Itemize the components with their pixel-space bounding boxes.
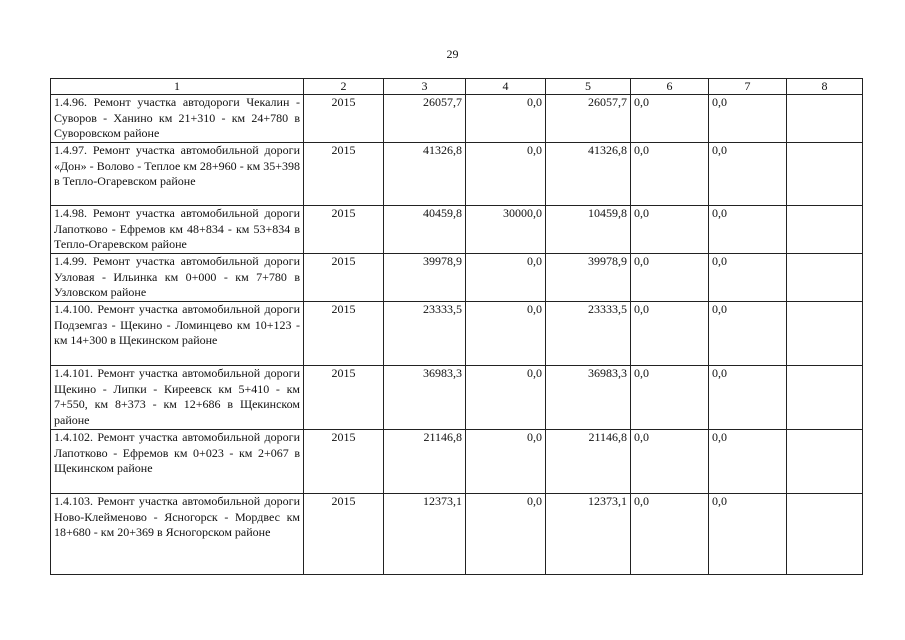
row-col4: 0,0 — [466, 366, 546, 430]
row-col6: 0,0 — [631, 143, 709, 206]
row-year: 2015 — [304, 143, 384, 206]
row-col8 — [787, 95, 863, 143]
row-col5: 10459,8 — [546, 206, 631, 254]
row-col4: 0,0 — [466, 302, 546, 366]
row-col6: 0,0 — [631, 254, 709, 302]
row-col4: 0,0 — [466, 494, 546, 575]
header-cell: 1 — [51, 79, 304, 95]
row-col5: 36983,3 — [546, 366, 631, 430]
row-col7: 0,0 — [709, 95, 787, 143]
row-col8 — [787, 143, 863, 206]
row-col4: 0,0 — [466, 143, 546, 206]
row-col6: 0,0 — [631, 95, 709, 143]
row-total: 40459,8 — [384, 206, 466, 254]
header-cell: 8 — [787, 79, 863, 95]
row-col5: 39978,9 — [546, 254, 631, 302]
row-total: 39978,9 — [384, 254, 466, 302]
row-year: 2015 — [304, 95, 384, 143]
row-col4: 30000,0 — [466, 206, 546, 254]
row-col8 — [787, 254, 863, 302]
row-total: 26057,7 — [384, 95, 466, 143]
table-row — [51, 430, 863, 494]
row-description: 1.4.103. Ремонт участка автомобильной дороги Ново-Клейменово - Ясногорск - Мордвес км 18+680 - км 20+369 в Ясногорском районе — [51, 494, 304, 575]
row-col8 — [787, 430, 863, 494]
row-year: 2015 — [304, 366, 384, 430]
row-col8 — [787, 302, 863, 366]
row-col6: 0,0 — [631, 302, 709, 366]
row-description: 1.4.97. Ремонт участка автомобильной дороги «Дон» - Волово - Теплое км 28+960 - км 35+398 в Тепло-Огаревском районе — [51, 143, 304, 206]
row-col5: 21146,8 — [546, 430, 631, 494]
table-row — [51, 366, 863, 430]
row-col4: 0,0 — [466, 430, 546, 494]
row-description: 1.4.101. Ремонт участка автомобильной дороги Щекино - Липки - Киреевск км 5+410 - км 7+550, км 8+373 - км 12+686 в Щекинском районе — [51, 366, 304, 430]
row-year: 2015 — [304, 430, 384, 494]
header-cell: 4 — [466, 79, 546, 95]
budget-table — [50, 78, 863, 575]
row-col8 — [787, 494, 863, 575]
header-cell: 5 — [546, 79, 631, 95]
row-year: 2015 — [304, 254, 384, 302]
row-col7: 0,0 — [709, 302, 787, 366]
row-col8 — [787, 206, 863, 254]
row-year: 2015 — [304, 494, 384, 575]
row-col7: 0,0 — [709, 206, 787, 254]
row-description: 1.4.96. Ремонт участка автодороги Чекалин - Суворов - Ханино км 21+310 - км 24+780 в Суворовском районе — [51, 95, 304, 143]
row-total: 41326,8 — [384, 143, 466, 206]
row-col6: 0,0 — [631, 494, 709, 575]
header-cell: 7 — [709, 79, 787, 95]
header-cell: 3 — [384, 79, 466, 95]
table-header-row — [51, 79, 863, 95]
row-col5: 26057,7 — [546, 95, 631, 143]
row-description: 1.4.98. Ремонт участка автомобильной дороги Лапотково - Ефремов км 48+834 - км 53+834 в Тепло-Огаревском районе — [51, 206, 304, 254]
header-cell: 2 — [304, 79, 384, 95]
header-cell: 6 — [631, 79, 709, 95]
row-col7: 0,0 — [709, 366, 787, 430]
page-number: 29 — [446, 47, 459, 61]
table-row — [51, 206, 863, 254]
row-year: 2015 — [304, 302, 384, 366]
row-total: 36983,3 — [384, 366, 466, 430]
row-total: 23333,5 — [384, 302, 466, 366]
row-col4: 0,0 — [466, 95, 546, 143]
row-col4: 0,0 — [466, 254, 546, 302]
row-description: 1.4.102. Ремонт участка автомобильной дороги Лапотково - Ефремов км 0+023 - км 2+067 в Щекинском районе — [51, 430, 304, 494]
table-row — [51, 95, 863, 143]
row-description: 1.4.99. Ремонт участка автомобильной дороги Узловая - Ильинка км 0+000 - км 7+780 в Узловском районе — [51, 254, 304, 302]
row-col5: 41326,8 — [546, 143, 631, 206]
row-col5: 23333,5 — [546, 302, 631, 366]
table-row — [51, 254, 863, 302]
row-col7: 0,0 — [709, 143, 787, 206]
table-row — [51, 143, 863, 206]
row-year: 2015 — [304, 206, 384, 254]
row-total: 12373,1 — [384, 494, 466, 575]
row-col6: 0,0 — [631, 206, 709, 254]
table-row — [51, 494, 863, 575]
row-col7: 0,0 — [709, 254, 787, 302]
row-col5: 12373,1 — [546, 494, 631, 575]
row-col6: 0,0 — [631, 366, 709, 430]
row-col6: 0,0 — [631, 430, 709, 494]
row-col7: 0,0 — [709, 494, 787, 575]
row-col7: 0,0 — [709, 430, 787, 494]
row-total: 21146,8 — [384, 430, 466, 494]
row-col8 — [787, 366, 863, 430]
table-row — [51, 302, 863, 366]
row-description: 1.4.100. Ремонт участка автомобильной дороги Подземгаз - Щекино - Ломинцево км 10+123 - км 14+300 в Щекинском районе — [51, 302, 304, 366]
